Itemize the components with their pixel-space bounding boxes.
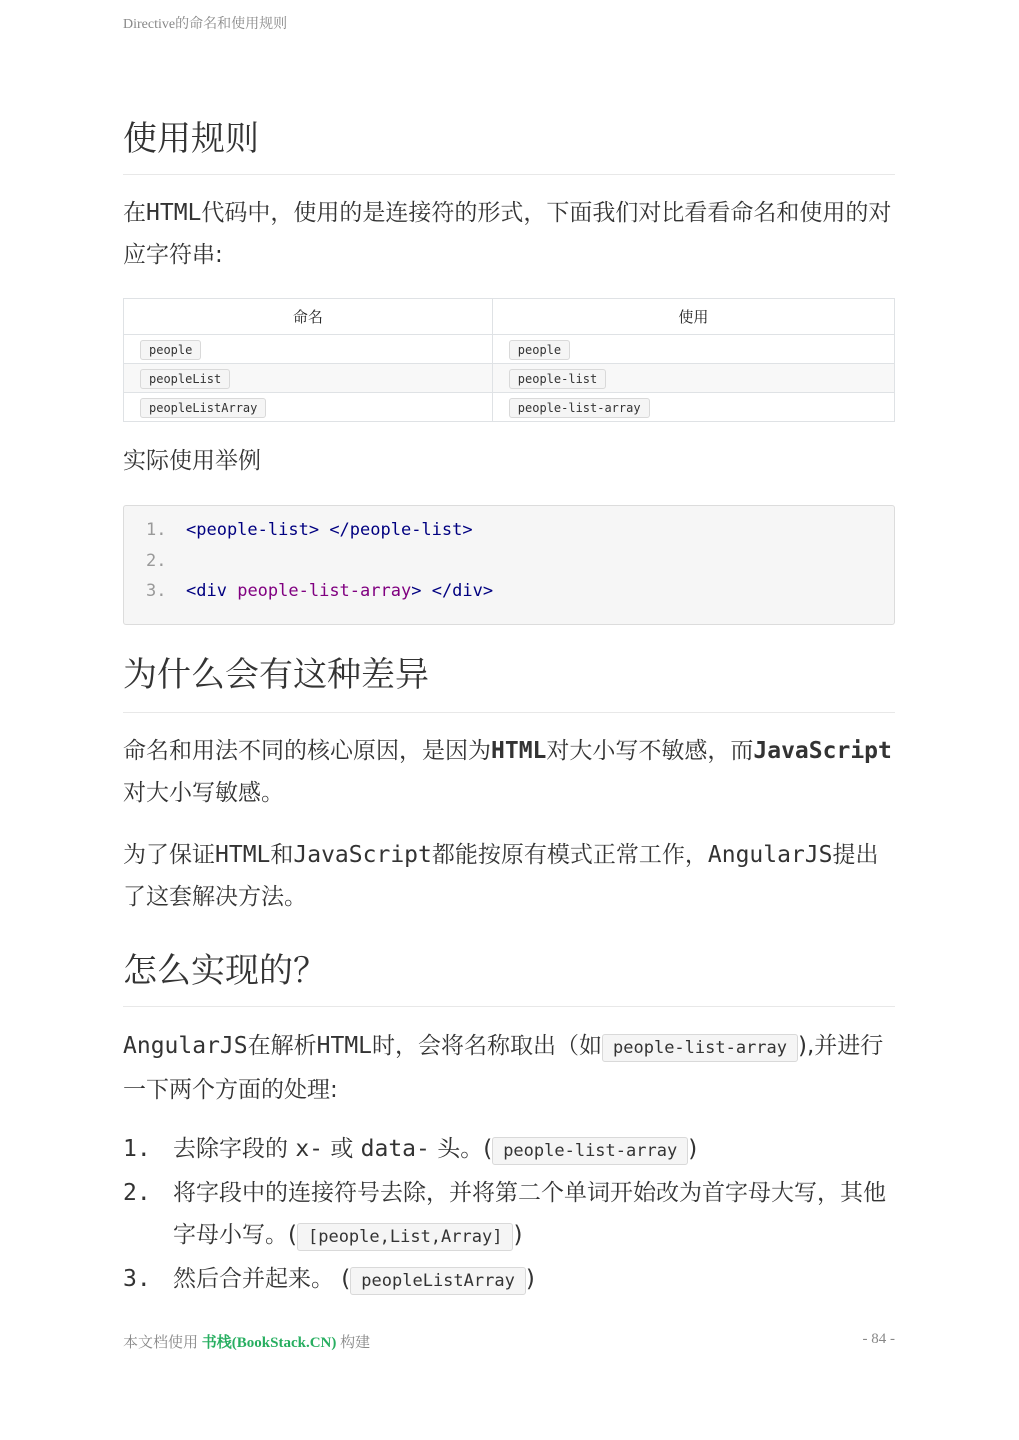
- page-number: - 84 -: [862, 1331, 895, 1347]
- list-item: 2. 将字段中的连接符号去除，并将第二个单词开始改为首字母大写，其他字母小写。( [people,List,Array] ): [123, 1172, 895, 1258]
- inline-code: people-list-array: [492, 1137, 688, 1165]
- code-block: [123, 505, 895, 625]
- inline-code: peopleListArray: [350, 1267, 526, 1295]
- inline-code: people-list: [509, 369, 606, 389]
- line-number: 3.: [146, 581, 167, 601]
- footer-credit: 本文档使用 书栈(BookStack.CN) 构建: [123, 1335, 371, 1351]
- inline-code: people: [140, 340, 201, 360]
- section-heading-how: 怎么实现的？: [123, 948, 895, 1007]
- code-line: 1. <people-list> </people-list>: [146, 520, 473, 540]
- running-header: Directive的命名和使用规则: [123, 17, 288, 32]
- how-paragraph: AngularJS在解析HTML时，会将名称取出（如 people-list-array ),并进行一下两个方面的处理:: [123, 1033, 884, 1103]
- code-line: [146, 551, 186, 571]
- table-header-naming: 命名: [124, 299, 493, 335]
- rules-intro-paragraph: 在HTML代码中，使用的是连接符的形式，下面我们对比看看命名和使用的对应字符串:: [123, 200, 892, 268]
- section-heading-rules: 使用规则: [123, 116, 895, 175]
- table-row: [124, 393, 895, 422]
- table-cell: [492, 335, 894, 364]
- line-number: 2.: [146, 551, 167, 571]
- why-paragraph-2: 为了保证HTML和JavaScript都能按原有模式正常工作，AngularJS提出了这套解决方法。: [123, 842, 879, 910]
- bookstack-link[interactable]: 书栈(BookStack.CN): [201, 1335, 337, 1351]
- table-cell: [124, 335, 493, 364]
- processing-steps-list: [123, 1128, 895, 1302]
- table-cell: [124, 364, 493, 393]
- why-paragraph-1: 命名和用法不同的核心原因，是因为HTML对大小写不敏感，而JavaScript对大小写敏感。: [123, 738, 892, 806]
- line-number: 1.: [146, 520, 167, 540]
- table-cell: [124, 393, 493, 422]
- inline-code: [people,List,Array]: [297, 1223, 513, 1251]
- code-line: 3. <div people-list-array> </div>: [146, 581, 494, 601]
- inline-code: people-list-array: [602, 1034, 798, 1062]
- example-label: 实际使用举例: [123, 448, 261, 474]
- list-item: 3. 然后合并起来。 ( peopleListArray ): [123, 1258, 895, 1302]
- inline-code: people-list-array: [509, 398, 650, 418]
- table-header-usage: 使用: [492, 299, 894, 335]
- naming-usage-table: [123, 298, 895, 422]
- inline-code: peopleList: [140, 369, 230, 389]
- table-row: [124, 364, 895, 393]
- table-cell: [492, 393, 894, 422]
- inline-code: peopleListArray: [140, 398, 266, 418]
- table-row: [124, 335, 895, 364]
- table-header-row: [124, 299, 895, 335]
- inline-code: people: [509, 340, 570, 360]
- list-item: 1. 去除字段的 x- 或 data- 头。( people-list-array ): [123, 1128, 895, 1172]
- table-cell: [492, 364, 894, 393]
- section-heading-why: 为什么会有这种差异: [123, 652, 895, 713]
